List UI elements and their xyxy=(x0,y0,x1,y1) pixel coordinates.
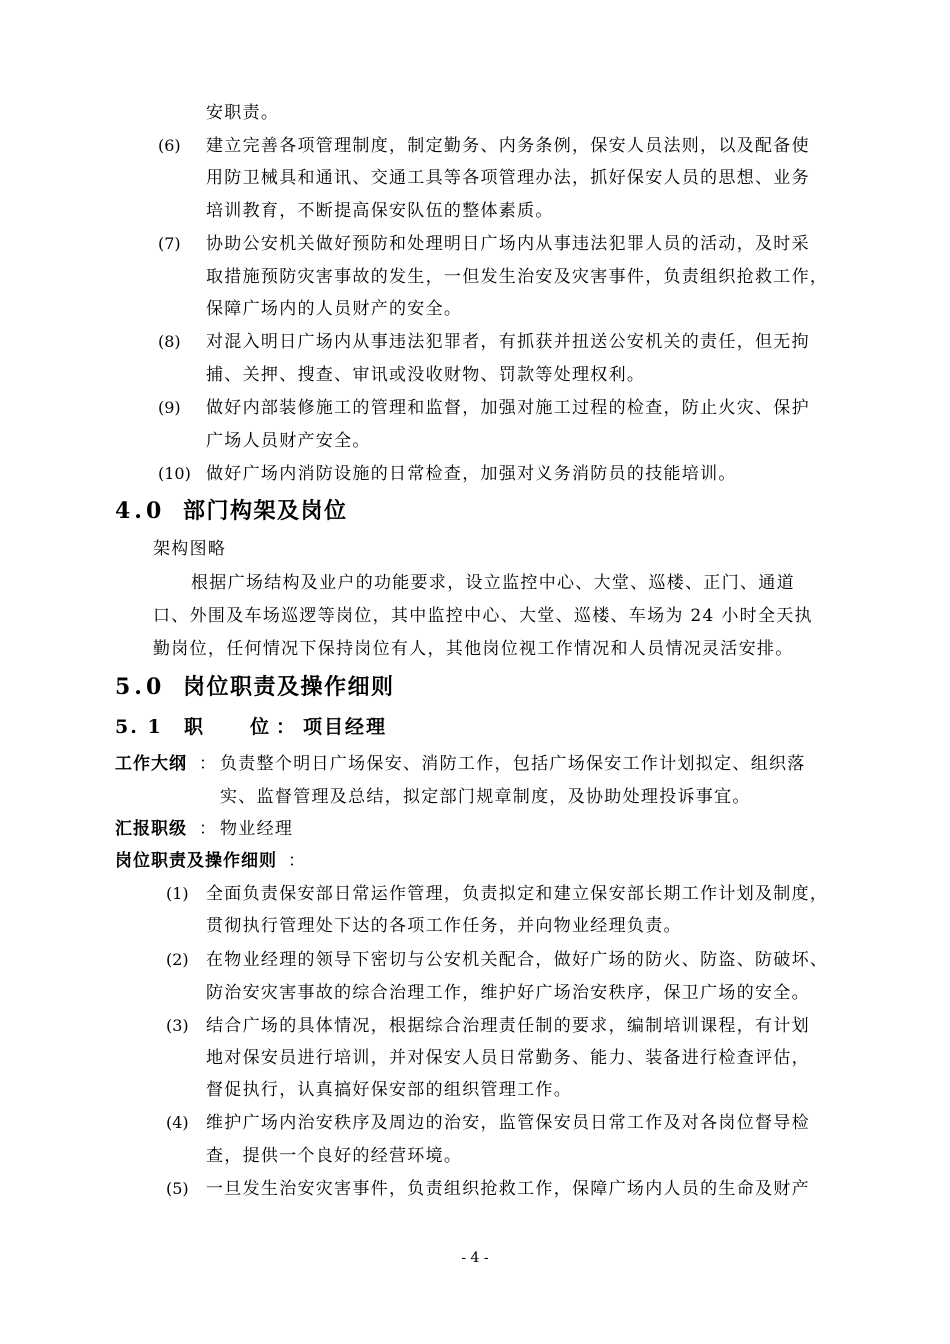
work-outline-line: 实、监督管理及总结，拟定部门规章制度，及协助处理投诉事宜。 xyxy=(220,787,751,807)
work-outline-row xyxy=(115,753,187,775)
list-number: (2) xyxy=(166,950,189,969)
list-item-line: 在物业经理的领导下密切与公安机关配合，做好广场的防火、防盗、防破坏、 xyxy=(206,950,829,970)
section-heading xyxy=(115,674,395,700)
position-value: 项目经理 xyxy=(303,716,388,738)
list-item-line: 取措施预防灾害事故的发生，一但发生治安及灾害事件，负责组织抢救工作， xyxy=(206,267,829,287)
list-item-line: 培训教育，不断提高保安队伍的整体素质。 xyxy=(206,201,554,221)
list-number: (3) xyxy=(166,1016,189,1035)
section-title: 部门构架及岗位 xyxy=(183,498,348,524)
report-to-colon: ： xyxy=(199,819,218,839)
report-to-label: 汇报职级 xyxy=(115,819,187,839)
continuation-text: 安职责。 xyxy=(206,103,280,123)
list-number: (4) xyxy=(166,1113,189,1132)
work-outline-label: 工作大纲 xyxy=(115,754,187,774)
position-label-char: 位 xyxy=(250,716,270,738)
list-item-line: 做好广场内消防设施的日常检查，加强对义务消防员的技能培训。 xyxy=(206,464,737,484)
list-item-line: 保障广场内的人员财产的安全。 xyxy=(206,299,463,319)
list-number: (6) xyxy=(158,136,181,155)
list-item-line: 广场人员财产安全。 xyxy=(206,431,371,451)
list-item-line: 做好内部装修施工的管理和监督，加强对施工过程的检查，防止火灾、保护 xyxy=(206,398,810,418)
section-subtitle: 架构图略 xyxy=(153,539,227,559)
list-number: (7) xyxy=(158,234,181,253)
duties-heading-colon: ： xyxy=(288,851,307,871)
section-title: 岗位职责及操作细则 xyxy=(183,674,395,700)
list-number: (10) xyxy=(158,464,191,483)
list-item-line: 用防卫械具和通讯、交通工具等各项管理办法，抓好保安人员的思想、业务 xyxy=(206,168,810,188)
position-colon: ： xyxy=(276,716,296,738)
list-item-line: 地对保安员进行培训，并对保安人员日常勤务、能力、装备进行检查评估， xyxy=(206,1048,810,1068)
list-item-line: 维护广场内治安秩序及周边的治安，监管保安员日常工作及对各岗位督导检 xyxy=(206,1113,810,1133)
list-item-line: 全面负责保安部日常运作管理，负责拟定和建立保安部长期工作计划及制度， xyxy=(206,884,829,904)
list-item-line: 防治安灾害事故的综合治理工作，维护好广场治安秩序，保卫广场的安全。 xyxy=(206,983,810,1003)
duties-heading xyxy=(115,850,277,872)
list-item-line: 协助公安机关做好预防和处理明日广场内从事违法犯罪人员的活动，及时采 xyxy=(206,234,810,254)
position-label-char: 职 xyxy=(184,716,204,738)
list-item-line: 对混入明日广场内从事违法犯罪者，有抓获并扭送公安机关的责任，但无拘 xyxy=(206,332,810,352)
section-heading xyxy=(115,498,348,524)
list-item-line: 查，提供一个良好的经营环境。 xyxy=(206,1146,463,1166)
list-item-line: 督促执行，认真搞好保安部的组织管理工作。 xyxy=(206,1080,572,1100)
duties-heading-label: 岗位职责及操作细则 xyxy=(115,851,277,871)
report-to-value: 物业经理 xyxy=(220,819,294,839)
list-item-line: 结合广场的具体情况，根据综合治理责任制的要求，编制培训课程，有计划 xyxy=(206,1016,810,1036)
list-item-line: 捕、关押、搜查、审讯或没收财物、罚款等处理权利。 xyxy=(206,365,646,385)
list-number: (9) xyxy=(158,398,181,417)
list-number: (1) xyxy=(166,884,189,903)
list-number: (5) xyxy=(166,1179,189,1198)
work-outline-line: 负责整个明日广场保安、消防工作，包括广场保安工作计划拟定、组织落 xyxy=(220,754,806,774)
page-number: - 4 - xyxy=(461,1250,489,1266)
subsection-number: 5. 1 xyxy=(115,716,163,738)
section-number: 5.0 xyxy=(115,674,166,700)
section-number: 4.0 xyxy=(115,498,166,524)
list-number: (8) xyxy=(158,332,181,351)
paragraph-line: 根据广场结构及业户的功能要求，设立监控中心、大堂、巡楼、正门、通道 xyxy=(191,573,795,593)
list-item-line: 贯彻执行管理处下达的各项工作任务，并向物业经理负责。 xyxy=(206,916,682,936)
list-item-line: 一旦发生治安灾害事件，负责组织抢救工作，保障广场内人员的生命及财产 xyxy=(206,1179,810,1199)
paragraph-line: 口、外围及车场巡逻等岗位，其中监控中心、大堂、巡楼、车场为 24 小时全天执 xyxy=(153,606,813,626)
list-item-line: 建立完善各项管理制度，制定勤务、内务条例，保安人员法则，以及配备使 xyxy=(206,136,810,156)
work-outline-colon: ： xyxy=(199,754,218,774)
report-to-row xyxy=(115,818,187,840)
paragraph-line: 勤岗位，任何情况下保持岗位有人，其他岗位视工作情况和人员情况灵活安排。 xyxy=(153,639,794,659)
